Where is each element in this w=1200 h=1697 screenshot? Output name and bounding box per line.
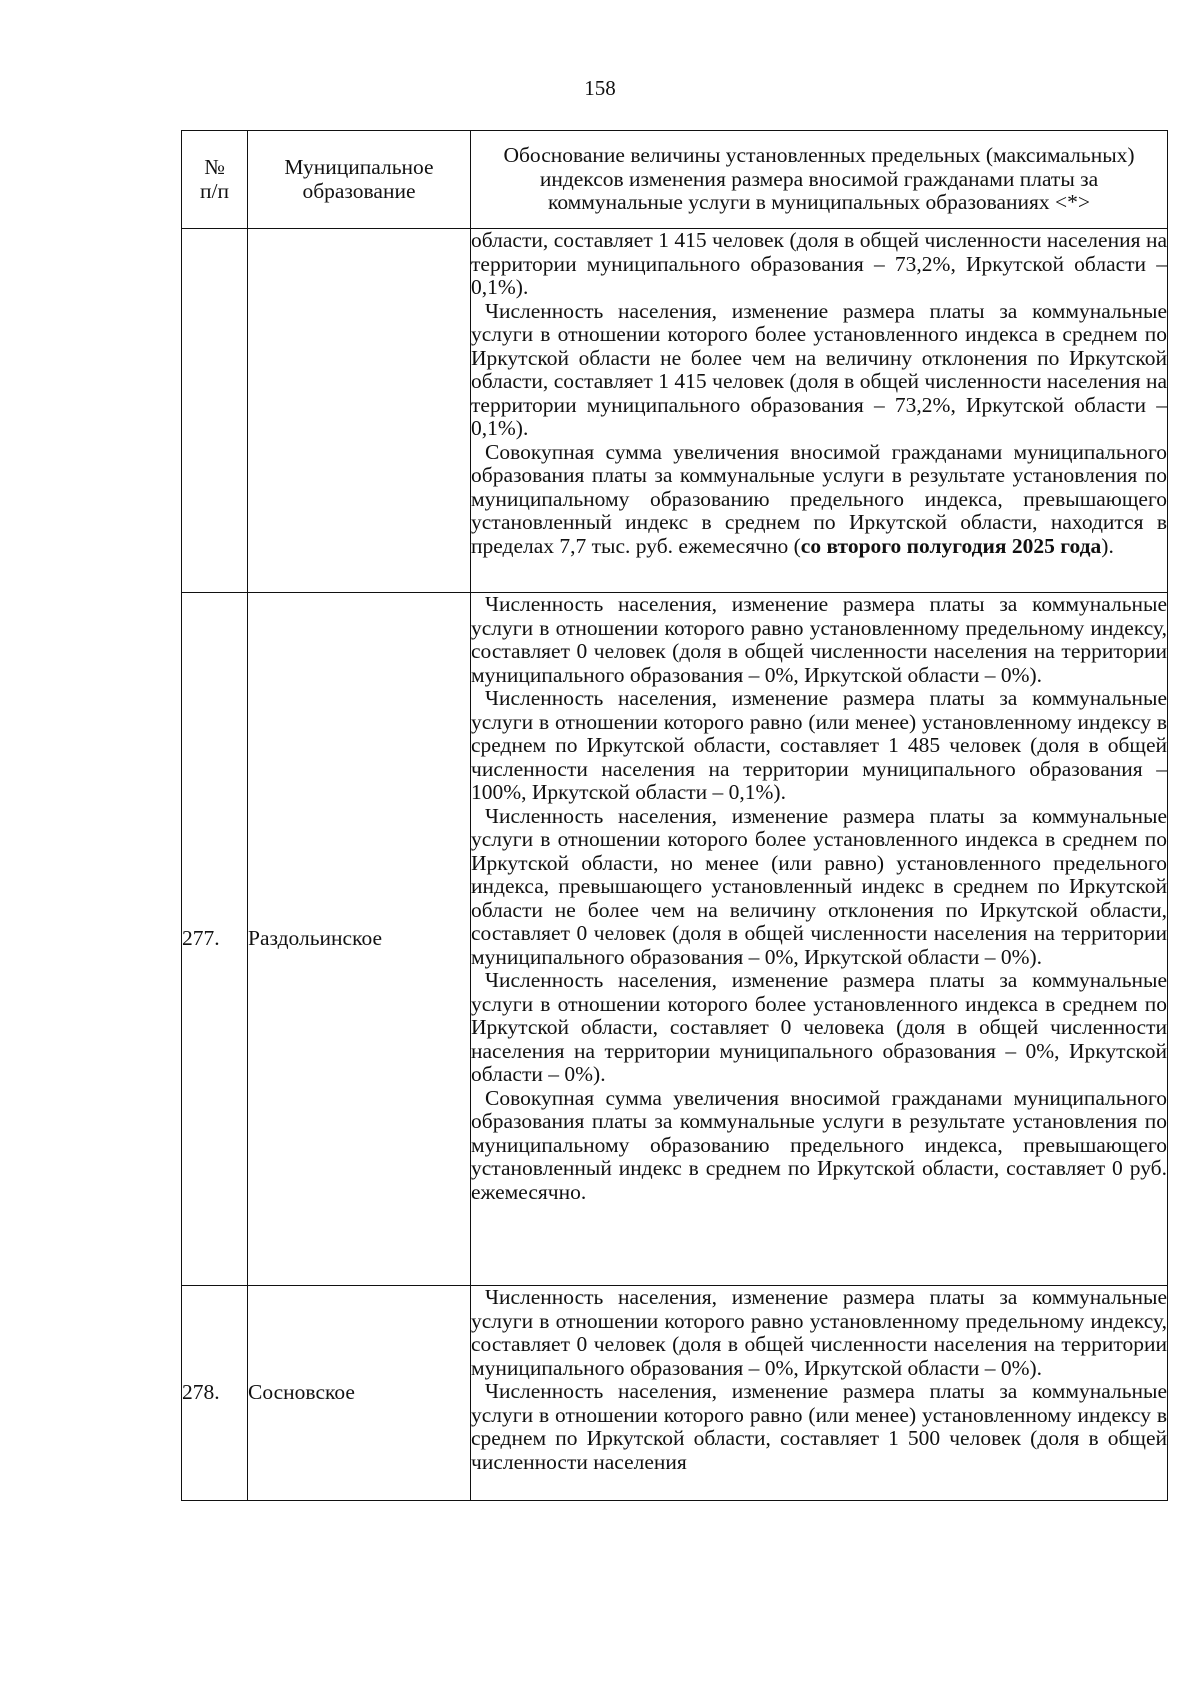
- paragraph: Совокупная сумма увеличения вносимой гражданами муниципального образования платы за коммунальные услуги в результате установления по муниципальному образованию предельного индекса, превышающего установленный индекс в среднем по Иркутской области, составляет 0 руб. ежемесячно.: [471, 1085, 1167, 1204]
- table-row: [182, 229, 1168, 593]
- index-justification-table: [181, 130, 1168, 1501]
- municipality-name: Раздольинское: [248, 593, 471, 1286]
- paragraph: Численность населения, изменение размера платы за коммунальные услуги в отношении которого равно (или менее) установленному индексу в среднем по Иркутской области, составляет 1 500 человек (доля в общей численности населения: [471, 1379, 1167, 1474]
- paragraph: Совокупная сумма увеличения вносимой гражданами муниципального образования платы за коммунальные услуги в результате установления по муниципальному образованию предельного индекса, превышающего установленный индекс в среднем по Иркутской области, находится в пределах 7,7 тыс. руб. ежемесячно (со второго полугодия 2025 года).: [471, 439, 1167, 558]
- paragraph: Численность населения, изменение размера платы за коммунальные услуги в отношении которого более установленного индекса в среднем по Иркутской области, составляет 0 человека (доля в общей численности населения на территории муниципального образования – 0%, Иркутской области – 0%).: [471, 968, 1167, 1086]
- paragraph: Численность населения, изменение размера платы за коммунальные услуги в отношении которого более установленного индекса в среднем по Иркутской области, но менее (или равно) установленного предельного индекса, превышающего установленный индекс в среднем по Иркутской области не более чем на величину отклонения по Иркутской области, составляет 0 человек (доля в общей численности населения на территории муниципального образования – 0%, Иркутской области – 0%).: [471, 803, 1167, 969]
- header-num: № п/п: [182, 131, 248, 229]
- paragraph: Численность населения, изменение размера платы за коммунальные услуги в отношении которого равно (или менее) установленному индексу в среднем по Иркутской области, составляет 1 485 человек (доля в общей численности населения на территории муниципального образования – 100%, Иркутской области – 0,1%).: [471, 686, 1167, 804]
- municipality-name: [248, 229, 471, 593]
- justification-cell: [471, 593, 1168, 1286]
- header-municipality: Муниципальное образование: [248, 131, 471, 229]
- table-row: [182, 593, 1168, 1286]
- paragraph: области, составляет 1 415 человек (доля в общей численности населения на территории муниципального образования – 73,2%, Иркутской области – 0,1%).: [471, 228, 1167, 299]
- paragraph: Численность населения, изменение размера платы за коммунальные услуги в отношении которого равно установленному предельному индексу, составляет 0 человек (доля в общей численности населения на территории муниципального образования – 0%, Иркутской области – 0%).: [471, 592, 1167, 687]
- page-number: 158: [584, 76, 616, 100]
- header-justification: Обоснование величины установленных предельных (максимальных) индексов изменения размера вносимой гражданами платы за коммунальные услуги в муниципальных образованиях <*>: [471, 131, 1168, 229]
- row-number: 277.: [182, 593, 248, 1286]
- table-header-row: [182, 131, 1168, 229]
- table-row: [182, 1286, 1168, 1501]
- paragraph: Численность населения, изменение размера платы за коммунальные услуги в отношении которого равно установленному предельному индексу, составляет 0 человек (доля в общей численности населения на территории муниципального образования – 0%, Иркутской области – 0%).: [471, 1285, 1167, 1380]
- municipality-name: Сосновское: [248, 1286, 471, 1501]
- justification-cell: [471, 229, 1168, 593]
- paragraph: Численность населения, изменение размера платы за коммунальные услуги в отношении которого более установленного индекса в среднем по Иркутской области не более чем на величину отклонения по Иркутской области, составляет 1 415 человек (доля в общей численности населения на территории муниципального образования – 73,2%, Иркутской области – 0,1%).: [471, 298, 1167, 440]
- row-number: [182, 229, 248, 593]
- bold-period-text: со второго полугодия 2025 года: [800, 533, 1102, 558]
- row-number: 278.: [182, 1286, 248, 1501]
- justification-cell: [471, 1286, 1168, 1501]
